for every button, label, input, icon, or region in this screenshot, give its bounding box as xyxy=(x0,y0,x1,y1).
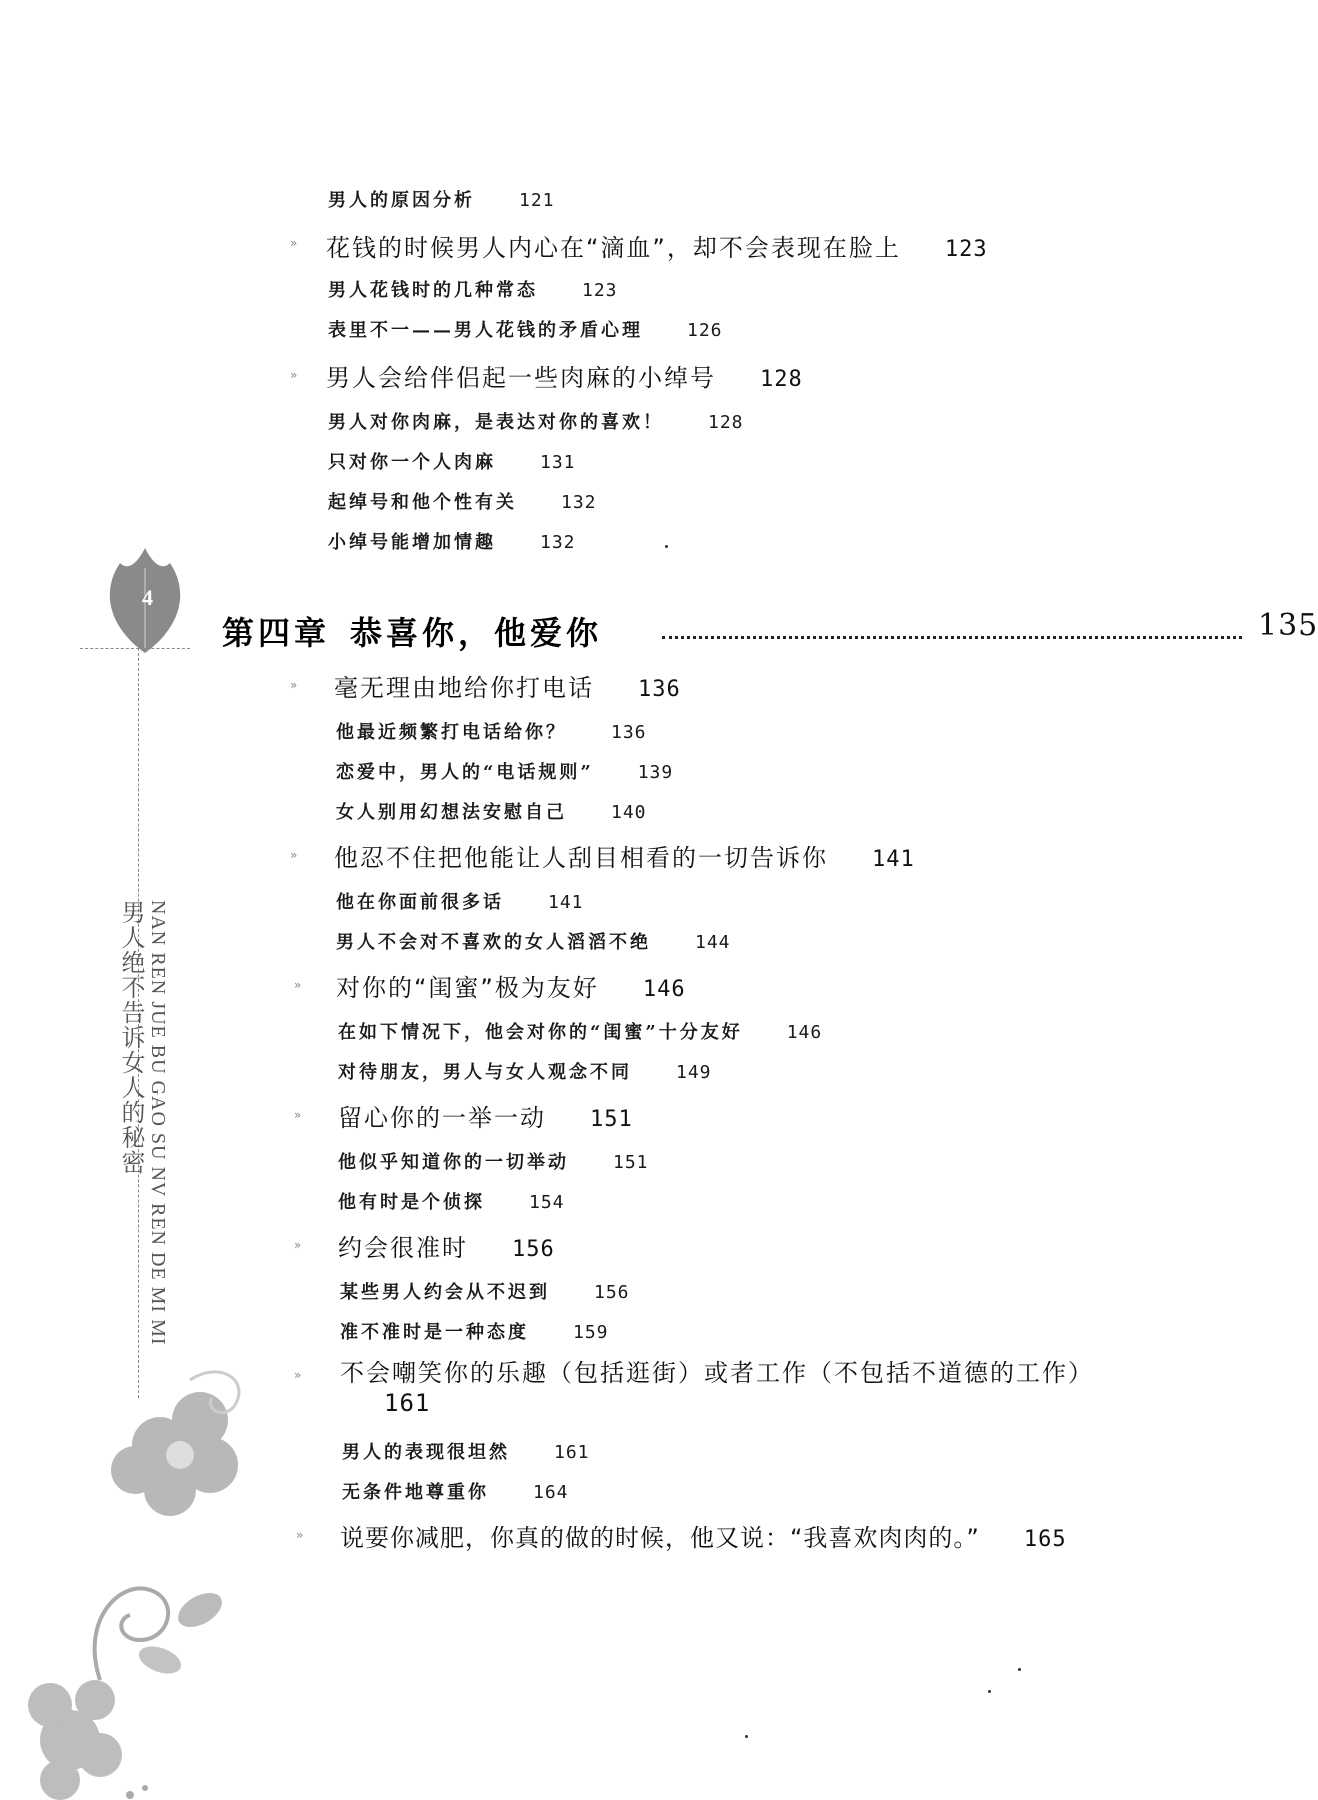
toc-entry-title: 无条件地尊重你 xyxy=(342,1482,489,1503)
toc-section-page: 156 xyxy=(512,1237,555,1262)
toc-entry-title: 他似乎知道你的一切举动 xyxy=(338,1152,569,1173)
toc-entry[interactable] xyxy=(328,488,597,514)
toc-entry-page: 123 xyxy=(582,280,618,301)
toc-entry[interactable] xyxy=(338,1018,822,1044)
floral-ornament-icon xyxy=(40,1360,240,1800)
toc-section-title: 约会很准时 xyxy=(338,1234,468,1262)
toc-entry[interactable] xyxy=(328,276,618,302)
toc-entry-page: 128 xyxy=(708,412,744,433)
dot-leader xyxy=(662,636,1242,639)
print-speck xyxy=(665,545,668,548)
toc-entry[interactable] xyxy=(342,1438,590,1464)
toc-entry-title: 他最近频繁打电话给你？ xyxy=(336,722,567,743)
toc-section-page: 146 xyxy=(642,977,686,1002)
toc-section[interactable] xyxy=(338,1098,633,1133)
toc-entry-title: 准不准时是一种态度 xyxy=(340,1322,529,1343)
toc-entry[interactable] xyxy=(328,316,723,342)
toc-entry[interactable] xyxy=(336,758,673,784)
toc-section-title: 他忍不住把他能让人刮目相看的一切告诉你 xyxy=(334,844,828,872)
toc-entry-title: 表里不一——男人花钱的矛盾心理 xyxy=(328,320,643,341)
toc-section[interactable] xyxy=(340,1518,1067,1553)
spine-title xyxy=(112,900,192,1380)
toc-entry-title: 小绰号能增加情趣 xyxy=(328,532,496,553)
print-speck xyxy=(745,1735,748,1738)
toc-entry-title: 男人不会对不喜欢的女人滔滔不绝 xyxy=(336,932,651,953)
toc-entry-title: 起绰号和他个性有关 xyxy=(328,492,517,513)
toc-entry[interactable] xyxy=(336,718,647,744)
toc-entry-page: 146 xyxy=(786,1022,823,1043)
toc-entry-page: 131 xyxy=(540,452,576,473)
toc-entry-page: 154 xyxy=(529,1192,565,1213)
toc-section-page: 136 xyxy=(638,677,681,702)
toc-entry-title: 男人花钱时的几种常态 xyxy=(328,280,538,301)
chapter-page: 135 xyxy=(1258,608,1318,643)
toc-entry[interactable] xyxy=(328,186,555,212)
toc-section-page: 128 xyxy=(760,367,803,392)
bullet-icon: » xyxy=(294,1238,302,1252)
print-speck xyxy=(988,1690,991,1693)
toc-entry[interactable] xyxy=(338,1188,565,1214)
toc-section-title: 男人会给伴侣起一些肉麻的小绰号 xyxy=(326,364,716,392)
toc-entry-page: 132 xyxy=(561,492,597,513)
toc-entry[interactable] xyxy=(338,1058,712,1084)
toc-entry[interactable] xyxy=(328,408,744,434)
toc-entry-title: 只对你一个人肉麻 xyxy=(328,452,496,473)
toc-section[interactable] xyxy=(326,228,988,263)
toc-entry-title: 对待朋友，男人与女人观念不同 xyxy=(338,1062,632,1083)
toc-entry-page: 161 xyxy=(554,1442,590,1463)
toc-entry[interactable] xyxy=(336,798,647,824)
toc-entry-title: 某些男人约会从不迟到 xyxy=(340,1282,550,1303)
toc-section[interactable] xyxy=(334,668,681,703)
toc-entry-page: 149 xyxy=(676,1062,712,1083)
print-speck xyxy=(1018,1668,1021,1671)
toc-entry-page: 164 xyxy=(533,1482,569,1503)
toc-entry-page: 140 xyxy=(611,802,647,823)
bullet-icon: » xyxy=(290,848,298,862)
toc-entry-page: 159 xyxy=(573,1322,609,1343)
toc-entry[interactable] xyxy=(336,888,584,914)
toc-entry-page: 126 xyxy=(687,320,723,341)
toc-section[interactable] xyxy=(340,1358,1100,1418)
toc-entry[interactable] xyxy=(328,448,576,474)
toc-entry[interactable] xyxy=(340,1278,630,1304)
toc-section[interactable] xyxy=(326,358,803,393)
bullet-icon: » xyxy=(294,978,302,992)
toc-section-page: 123 xyxy=(944,237,988,262)
spine-title-en: NAN REN JUE BU GAO SU NV REN DE MI MI xyxy=(147,900,169,1346)
toc-entry-page: 141 xyxy=(548,892,584,913)
toc-entry[interactable] xyxy=(340,1318,609,1344)
toc-section-title: 说要你减肥，你真的做的时候，他又说：“我喜欢肉肉的。” xyxy=(340,1524,980,1552)
chapter-heading[interactable] xyxy=(222,608,1318,664)
chapter-subtitle: 恭喜你，他爱你 xyxy=(350,614,603,652)
toc-section[interactable] xyxy=(334,838,915,873)
toc-entry-page: 132 xyxy=(540,532,576,553)
toc-entry-title: 他在你面前很多话 xyxy=(336,892,504,913)
toc-section[interactable] xyxy=(336,968,686,1003)
toc-entry-page: 121 xyxy=(519,190,555,211)
toc-section-title: 毫无理由地给你打电话 xyxy=(334,674,594,702)
bullet-icon: » xyxy=(294,1108,302,1122)
toc-entry-page: 156 xyxy=(594,1282,630,1303)
toc-section-title: 留心你的一举一动 xyxy=(338,1104,546,1132)
toc-entry-title: 男人的原因分析 xyxy=(328,190,475,211)
toc-entry-title: 他有时是个侦探 xyxy=(338,1192,485,1213)
toc-entry-title: 女人别用幻想法安慰自己 xyxy=(336,802,567,823)
bullet-icon: » xyxy=(290,678,298,692)
toc-entry-page: 139 xyxy=(637,762,674,783)
toc-entry[interactable] xyxy=(342,1478,569,1504)
toc-section-title: 对你的“闺蜜”极为友好 xyxy=(336,974,599,1002)
chapter-number-badge: 4 xyxy=(142,585,153,610)
toc-section-title: 花钱的时候男人内心在“滴血”，却不会表现在脸上 xyxy=(326,234,901,262)
toc-section-page: 161 xyxy=(384,1389,431,1417)
toc-entry[interactable] xyxy=(328,528,576,554)
toc-section[interactable] xyxy=(338,1228,555,1263)
toc-section-page: 151 xyxy=(590,1107,633,1132)
bullet-icon: » xyxy=(294,1368,302,1382)
toc-entry-page: 144 xyxy=(695,932,731,953)
chapter-title: 第四章 xyxy=(222,614,331,652)
margin-rule-horizontal xyxy=(80,648,190,649)
bullet-icon: » xyxy=(290,368,298,382)
toc-entry-title: 男人的表现很坦然 xyxy=(342,1442,510,1463)
toc-section-page: 165 xyxy=(1023,1527,1067,1552)
bullet-icon: » xyxy=(296,1528,304,1542)
toc-entry-title: 男人对你肉麻，是表达对你的喜欢！ xyxy=(328,412,664,433)
toc-entry-page: 136 xyxy=(611,722,647,743)
spine-title-cn: 男人绝不告诉女人的秘密 xyxy=(117,900,145,1175)
toc-entry-title: 恋爱中，男人的“电话规则” xyxy=(336,762,594,783)
toc-entry-page: 151 xyxy=(613,1152,649,1173)
toc-entry-title: 在如下情况下，他会对你的“闺蜜”十分友好 xyxy=(338,1022,743,1043)
toc-section-title: 不会嘲笑你的乐趣（包括逛街）或者工作（不包括不道德的工作） xyxy=(340,1359,1094,1387)
bullet-icon: » xyxy=(290,236,298,250)
toc-entry[interactable] xyxy=(336,928,731,954)
toc-section-page: 141 xyxy=(872,847,915,872)
toc-entry[interactable] xyxy=(338,1148,649,1174)
